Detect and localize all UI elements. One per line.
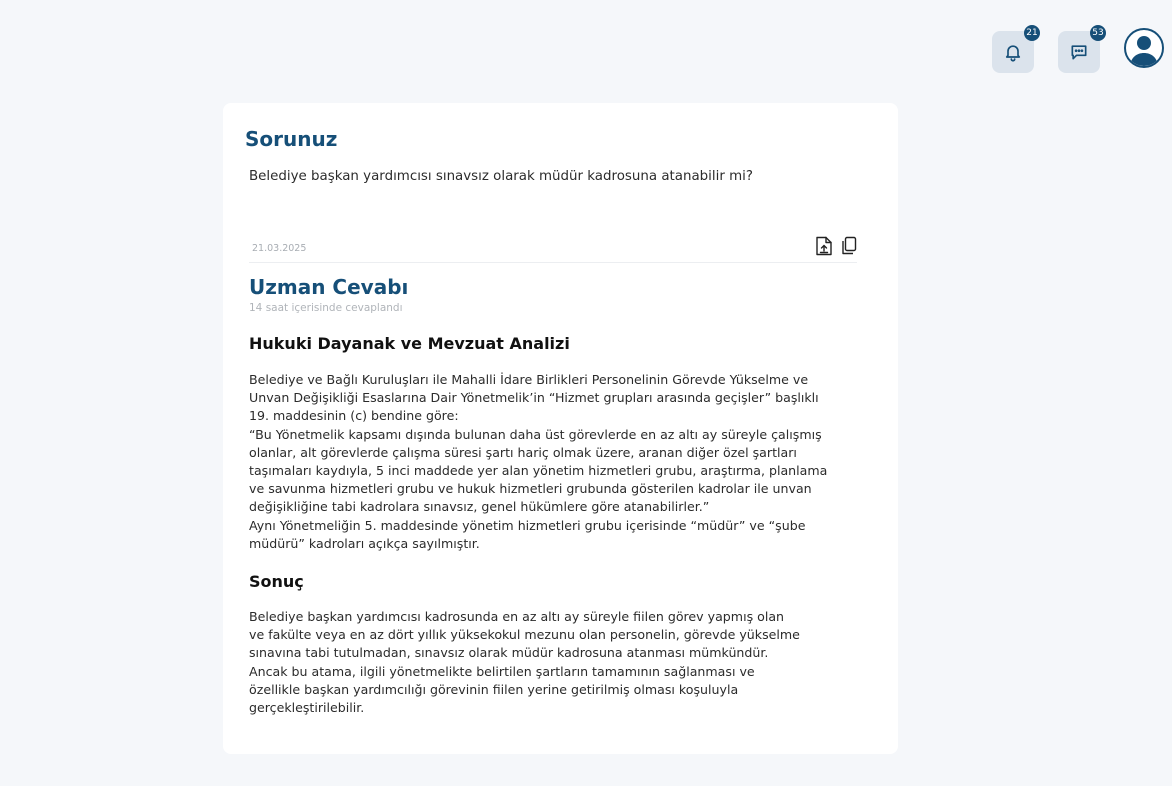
chat-icon: [1069, 42, 1089, 62]
user-avatar-icon: [1126, 30, 1162, 66]
messages-button[interactable]: [1058, 28, 1104, 73]
notifications-button[interactable]: [992, 28, 1038, 73]
question-text: Belediye başkan yardımcısı sınavsız olarak müdür kadrosuna atanabilir mi?: [249, 169, 753, 184]
text-line: özellikle başkan yardımcılığı görevinin fiilen yerine getirilmiş olması koşuluyla: [249, 681, 739, 697]
text-line: Belediye başkan yardımcısı kadrosunda en az altı ay süreyle fiilen görev yapmış olan: [249, 609, 785, 624]
text-line: müdürü” kadroları açıkça sayılmıştır.: [249, 535, 480, 551]
text-line: ve fakülte veya en az dört yıllık yüksekokul mezunu olan personelin, görevde yükselme: [249, 627, 800, 643]
text-line: ve savunma hizmetleri grubu ve hukuk hizmetleri grubunda gösterilen kadrolar ile unvan: [249, 481, 812, 497]
top-bar: [0, 0, 1172, 90]
answer-title: Uzman Cevabı: [249, 275, 409, 299]
question-answer-card: [223, 103, 898, 754]
text-line: gerçekleştirilebilir.: [249, 700, 365, 716]
text-line: değişikliğine tabi kadrolara sınavsız, genel hükümlere göre atanabilirler.”: [249, 499, 710, 515]
text-line: 19. maddesinin (c) bendine göre:: [249, 408, 459, 424]
text-line: sınavına tabi tutulmadan, sınavsız olarak müdür kadrosuna atanması mümkündür.: [249, 645, 769, 661]
text-line: Belediye ve Bağlı Kuruluşları ile Mahalli İdare Birlikleri Personelinin Görevde Yükselme ve: [249, 372, 809, 387]
section-heading-result: Sonuç: [249, 572, 304, 591]
messages-count-badge: 53: [1090, 25, 1106, 41]
text-line: Aynı Yönetmeliğin 5. maddesinde yönetim hizmetleri grubu içerisinde “müdür” ve “şube: [249, 517, 806, 533]
profile-avatar[interactable]: [1124, 28, 1164, 68]
divider: [249, 262, 857, 263]
section-body-result: [249, 608, 849, 717]
text-line: Ancak bu atama, ilgili yönetmelikte belirtilen şartların tamamının sağlanması ve: [249, 663, 755, 679]
bell-icon: [1003, 42, 1023, 62]
file-export-icon: [815, 236, 833, 256]
copy-icon: [840, 236, 858, 256]
section-heading-legal-basis: Hukuki Dayanak ve Mevzuat Analizi: [249, 334, 570, 353]
question-title: Sorunuz: [245, 127, 338, 151]
copy-button[interactable]: [840, 236, 858, 256]
question-date: 21.03.2025: [252, 243, 307, 254]
text-line: taşımaları kaydıyla, 5 inci maddede yer alan yönetim hizmetleri grubu, araştırma, planlama: [249, 463, 828, 479]
text-line: “Bu Yönetmelik kapsamı dışında bulunan daha üst görevlerde en az altı ay süreyle çalışmış: [249, 426, 822, 442]
text-line: olanlar, alt görevlerde çalışma süresi şartı hariç olmak üzere, aranan diğer özel şartları: [249, 444, 797, 460]
section-body-legal-basis: [249, 371, 849, 553]
export-button[interactable]: [815, 236, 833, 256]
text-line: Unvan Değişikliği Esaslarına Dair Yönetmelik’in “Hizmet grupları arasında geçişler” başlıklı: [249, 390, 819, 406]
notifications-count-badge: 21: [1024, 25, 1040, 41]
answer-subtitle: 14 saat içerisinde cevaplandı: [249, 302, 403, 314]
